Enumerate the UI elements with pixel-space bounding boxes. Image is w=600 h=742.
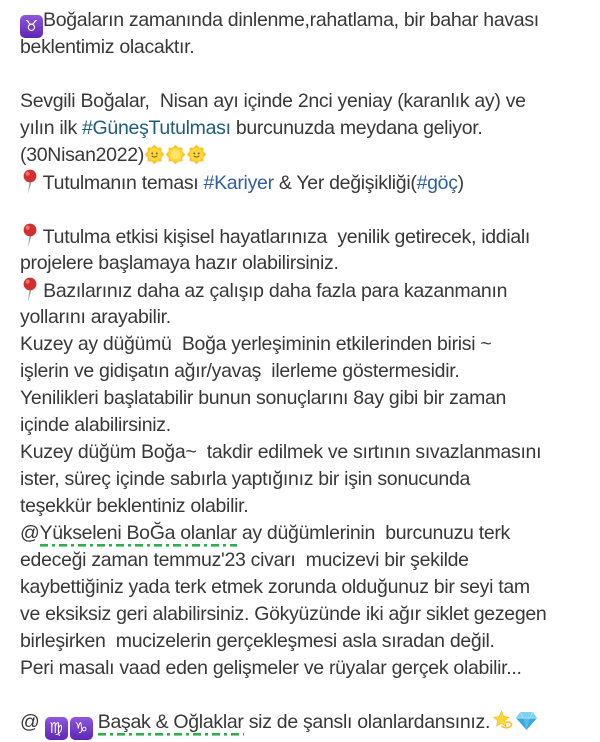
- text-run: yılın ilk: [20, 117, 83, 139]
- text-line: [20, 304, 590, 331]
- sun-with-face-icon: [143, 143, 166, 166]
- hashtag-kariyer[interactable]: #Kariyer: [203, 172, 274, 194]
- text-line: [20, 412, 590, 439]
- text-run: Sevgili Boğalar, Nisan ayı içinde 2nci yeniay (karanlık ay) ve: [20, 90, 526, 112]
- text-line: [20, 115, 590, 142]
- text-line: [20, 628, 590, 655]
- text-run: (30Nisan2022): [20, 144, 145, 166]
- text-run: @: [20, 711, 45, 733]
- sun-with-face-icon: [185, 143, 208, 166]
- text-run: teşekkür beklentiniz olabilir.: [20, 495, 249, 517]
- text-line: [20, 7, 590, 34]
- text-line: [20, 277, 590, 304]
- text-run: Tutulma etkisi kişisel hayatlarınıza yenilik getirecek, iddialı: [38, 226, 531, 248]
- text-line: [20, 466, 590, 493]
- text-run: projelere başlamaya hazır olabilirsiniz.: [20, 252, 339, 274]
- hashtag-goc[interactable]: #göç: [416, 172, 458, 194]
- sun-icon: [164, 143, 187, 166]
- text-line: [20, 358, 590, 385]
- text-run: burcunuzda meydana geliyor.: [230, 117, 483, 139]
- text-line: [20, 709, 590, 736]
- text-run: ): [457, 172, 464, 194]
- capricorn-emoji: ♑: [70, 717, 93, 740]
- mention-yukselen-boga[interactable]: Yükseleni BoĞa olanlar: [40, 522, 237, 547]
- text-run: & Yer değişikliği(: [273, 172, 417, 194]
- text-line: [20, 601, 590, 628]
- text-run: Boğaların zamanında dinlenme,rahatlama, bir bahar havası: [43, 9, 539, 31]
- text-line: [20, 655, 590, 682]
- mention-basak-oglaklar[interactable]: Başak & Oğlaklar: [98, 711, 244, 736]
- text-run: birleşirken mucizelerin gerçekleşmesi asla sıradan değil.: [20, 630, 495, 652]
- text-run: siz de şanslı olanlardansınız.: [243, 711, 491, 733]
- text-run: Kuzey ay düğümü Boğa yerleşiminin etkilerinden birisi ~: [20, 333, 492, 355]
- text-run: beklentimiz olacaktır.: [20, 36, 195, 58]
- text-line: [20, 439, 590, 466]
- text-line: [20, 169, 590, 196]
- virgo-emoji: ♍: [45, 717, 68, 740]
- text-run: Bazılarınız daha az çalışıp daha fazla para kazanmanın: [38, 280, 508, 302]
- text-run: ister, süreç içinde sabırla yaptığınız bir işin sonucunda: [20, 468, 471, 490]
- hashtag-gunes-tutulmasi[interactable]: #GüneşTutulması: [82, 117, 231, 139]
- text-line: [20, 574, 590, 601]
- text-line: [20, 385, 590, 412]
- text-line: [20, 250, 590, 277]
- text-run: ay düğümlerinin burcunuzu terk: [236, 522, 511, 544]
- text-line: [20, 547, 590, 574]
- taurus-emoji: ♉: [20, 15, 43, 38]
- text-line: [20, 34, 590, 61]
- blank-line: [20, 196, 590, 223]
- text-run: yollarını arayabilir.: [20, 306, 171, 328]
- round-pushpin-icon: [22, 277, 38, 303]
- dizzy-icon: [491, 710, 514, 732]
- text-run: ve eksiksiz geri alabilirsiniz. Gökyüzünde iki ağır siklet gezegen: [20, 603, 547, 625]
- blank-line: [20, 61, 590, 88]
- blank-line: [20, 682, 590, 709]
- text-run: Kuzey düğüm Boğa~ takdir edilmek ve sırtının sıvazlanmasını: [20, 441, 542, 463]
- gem-icon: [515, 711, 538, 731]
- text-run: Yenilikleri başlatabilir bunun sonuçlarını 8ay gibi bir zaman: [20, 387, 507, 409]
- text-run: işlerin ve gidişatın ağır/yavaş ilerleme göstermesidir.: [20, 360, 460, 382]
- text-run: Peri masalı vaad eden gelişmeler ve rüyalar gerçek olabilir...: [20, 657, 522, 679]
- text-line: [20, 142, 590, 169]
- text-line: [20, 331, 590, 358]
- text-line: [20, 223, 590, 250]
- text-run: Tutulmanın teması: [38, 172, 204, 194]
- text-line: [20, 520, 590, 547]
- text-run: edeceği zaman temmuz'23 civarı mucizevi bir şekilde: [20, 549, 469, 571]
- text-line: [20, 88, 590, 115]
- text-line: [20, 493, 590, 520]
- round-pushpin-icon: [22, 223, 38, 249]
- text-run: [93, 711, 98, 733]
- round-pushpin-icon: [22, 169, 38, 195]
- text-run: kaybettiğiniz yada terk etmek zorunda olduğunuz bir seyi tam: [20, 576, 530, 598]
- text-run: @: [20, 522, 40, 544]
- text-run: içinde alabilirsiniz.: [20, 414, 171, 436]
